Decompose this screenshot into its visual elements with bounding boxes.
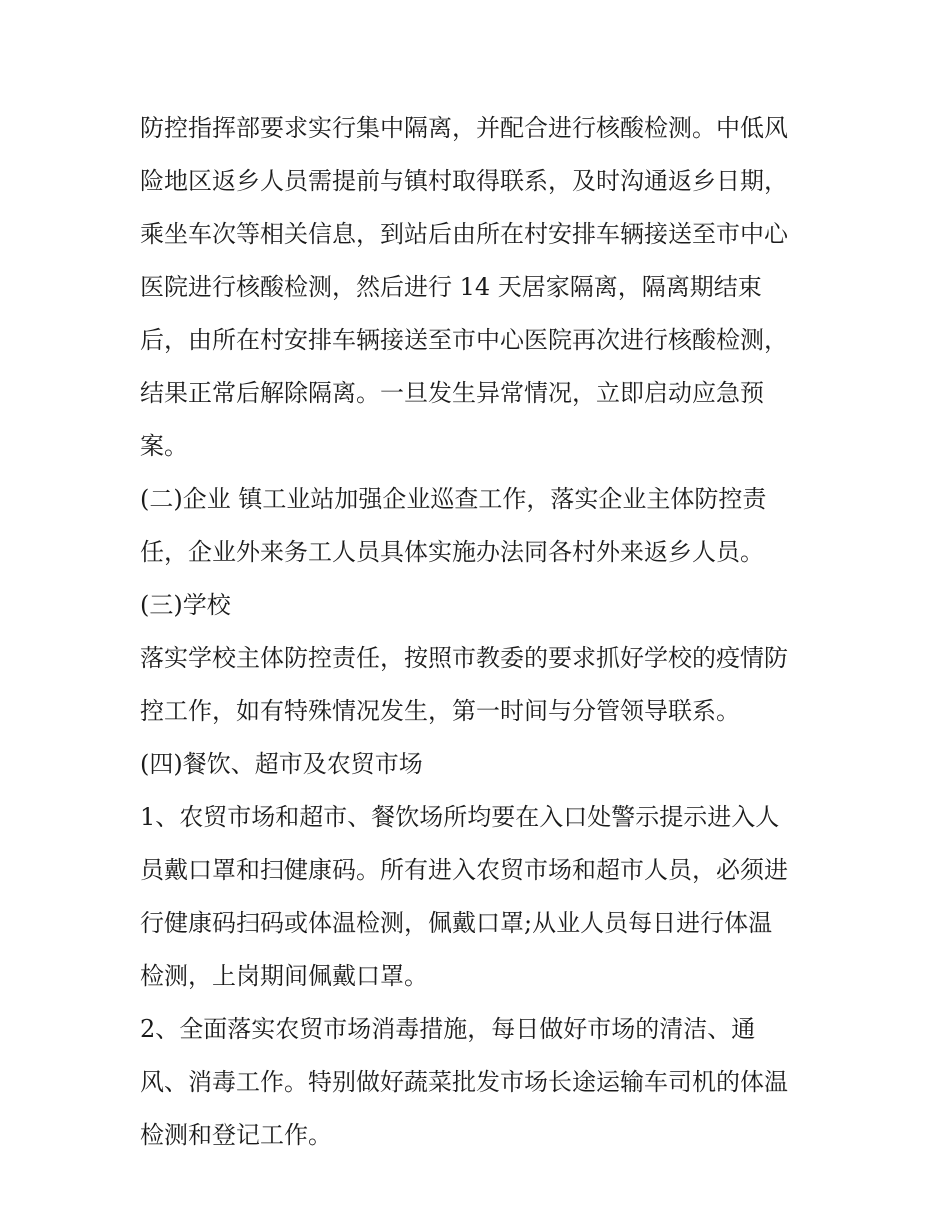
body-line: 防控指挥部要求实行集中隔离，并配合进行核酸检测。中低风	[140, 114, 788, 142]
body-line: 员戴口罩和扫健康码。所有进入农贸市场和超市人员，必须进	[140, 856, 788, 884]
body-line: 检测和登记工作。	[140, 1121, 332, 1149]
body-line: 落实学校主体防控责任，按照市教委的要求抓好学校的疫情防	[140, 644, 788, 672]
section-heading-markets: (四)餐饮、超市及农贸市场	[140, 750, 423, 778]
body-line: 结果正常后解除隔离。一旦发生异常情况，立即启动应急预	[140, 379, 764, 407]
body-line: 乘坐车次等相关信息，到站后由所在村安排车辆接送至市中心	[140, 220, 788, 248]
body-line: 任，企业外来务工人员具体实施办法同各村外来返乡人员。	[140, 538, 764, 566]
section-heading-school: (三)学校	[140, 591, 231, 619]
body-line: 控工作，如有特殊情况发生，第一时间与分管领导联系。	[140, 697, 740, 725]
body-line: 险地区返乡人员需提前与镇村取得联系，及时沟通返乡日期，	[140, 167, 788, 195]
body-line: 检测，上岗期间佩戴口罩。	[140, 962, 428, 990]
body-line: 后，由所在村安排车辆接送至市中心医院再次进行核酸检测，	[140, 326, 788, 354]
section-heading-enterprise: (二)企业 镇工业站加强企业巡查工作，落实企业主体防控责	[140, 485, 767, 513]
body-line: 行健康码扫码或体温检测，佩戴口罩;从业人员每日进行体温	[140, 909, 773, 937]
body-line: 案。	[140, 432, 188, 460]
body-line: 风、消毒工作。特别做好蔬菜批发市场长途运输车司机的体温	[140, 1068, 788, 1096]
list-item-1: 1、农贸市场和超市、餐饮场所均要在入口处警示提示进入人	[140, 803, 780, 831]
body-line: 医院进行核酸检测，然后进行 14 天居家隔离，隔离期结束	[140, 273, 762, 301]
list-item-2: 2、全面落实农贸市场消毒措施，每日做好市场的清洁、通	[140, 1015, 756, 1043]
